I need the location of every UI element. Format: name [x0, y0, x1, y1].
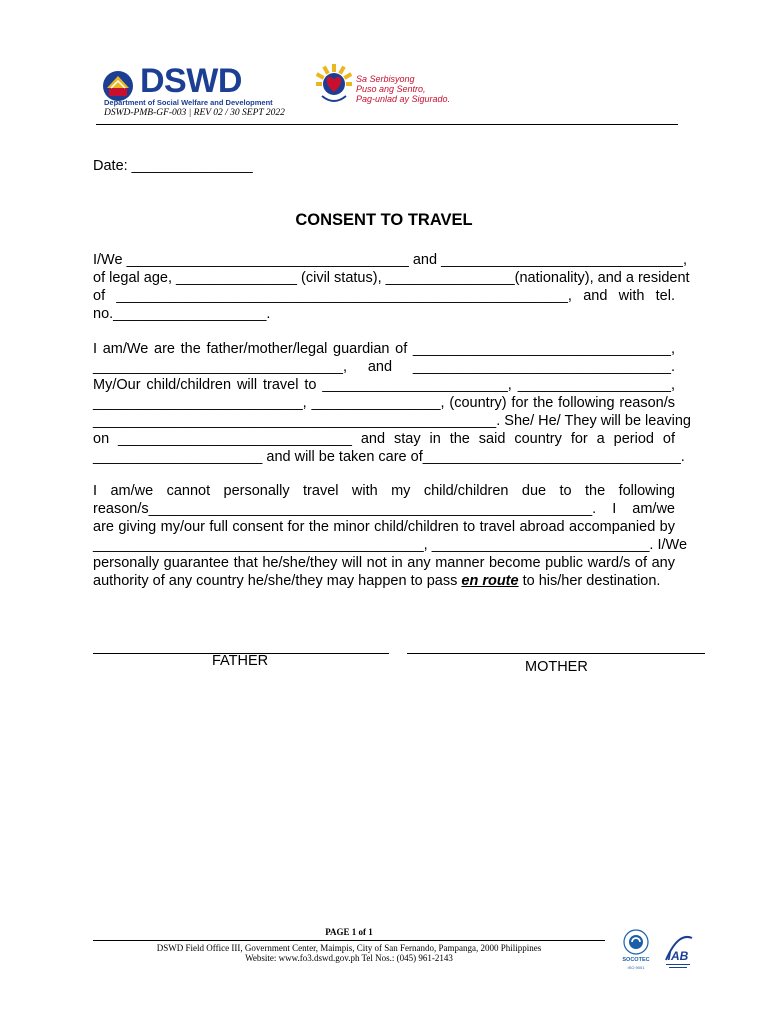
- cert-logo-sublabel: ISO 9001: [627, 965, 645, 970]
- iab-accreditation-icon: [660, 930, 696, 972]
- dswd-logo: [102, 62, 302, 118]
- form-line: personally guarantee that he/she/they will not in any manner become public ward/s of any: [93, 555, 675, 571]
- tagline-line: Sa Serbisyong: [356, 74, 415, 84]
- form-line[interactable]: of legal age, _______________ (civil status), ________________(nationality), and a resident: [93, 270, 690, 286]
- form-line[interactable]: I am/We are the father/mother/legal guardian of ________________________________,: [93, 341, 675, 357]
- cert-logo-label: SOCOTEC: [622, 957, 650, 963]
- form-line[interactable]: I am/we cannot personally travel with my child/children due to the following: [93, 483, 675, 499]
- consent-statement-paragraph: [93, 482, 688, 590]
- form-line[interactable]: _______________________________, and ________________________________.: [93, 359, 675, 375]
- form-line: authority of any country he/she/they may happen to pass en route to his/her destination.: [93, 573, 661, 589]
- form-line[interactable]: __________________________, ________________, (country) for the following reason/s: [93, 395, 675, 411]
- form-line[interactable]: _________________________________________, ___________________________. I/We: [93, 537, 688, 553]
- form-line[interactable]: are giving my/our full consent for the minor child/children to travel abroad accompanied by: [93, 519, 675, 535]
- footer-divider: [93, 940, 605, 941]
- form-line[interactable]: reason/s_______________________________________________________. I am/we: [93, 501, 675, 517]
- office-contact: Website: www.fo3.dswd.gov.ph Tel Nos.: (045) 961-2143: [245, 953, 453, 963]
- header-divider: [96, 124, 678, 125]
- office-address: DSWD Field Office III, Government Center, Maimpis, City of San Fernando, Pampanga, 2000 Philippines: [156, 943, 542, 953]
- tagline-line: Pag-unlad ay Sigurado.: [356, 94, 451, 104]
- form-line[interactable]: _____________________ and will be taken care of________________________________.: [93, 449, 685, 465]
- document-title: CONSENT TO TRAVEL: [295, 211, 473, 229]
- parent-details-paragraph: [93, 251, 690, 323]
- socotec-certification-icon: [620, 928, 652, 972]
- form-line[interactable]: __________________________________________________. She/ He/ They will be leaving: [93, 413, 691, 429]
- logo-wordmark: DSWD: [140, 62, 242, 100]
- form-line[interactable]: My/Our child/children will travel to _______________________, ___________________,: [93, 377, 675, 393]
- cert-logo-label: IAB: [667, 949, 689, 963]
- footer-address: [93, 943, 605, 963]
- page-number: PAGE 1 of 1: [325, 927, 373, 937]
- form-line[interactable]: no.___________________.: [93, 306, 271, 322]
- tagline-line: Puso ang Sentro,: [356, 84, 426, 94]
- form-line[interactable]: I/We ___________________________________ and ______________________________,: [93, 252, 688, 268]
- logo-subtitle: Department of Social Welfare and Development: [104, 98, 273, 107]
- date-field[interactable]: Date: _______________: [93, 158, 253, 174]
- gear-heart-logo-icon: [316, 62, 352, 108]
- document-header: [96, 62, 678, 126]
- form-code: DSWD-PMB-GF-003 | REV 02 / 30 SEPT 2022: [104, 108, 285, 118]
- mother-signature-line[interactable]: [407, 653, 705, 654]
- mother-label: MOTHER: [525, 659, 588, 675]
- form-line[interactable]: on _____________________________ and stay in the said country for a period of: [93, 431, 675, 447]
- tagline: [356, 74, 450, 104]
- travel-details-paragraph: [93, 340, 691, 466]
- father-label: FATHER: [212, 653, 269, 669]
- en-route-emphasis: en route: [461, 573, 519, 589]
- form-line[interactable]: of ________________________________________________________, and with tel.: [93, 288, 675, 304]
